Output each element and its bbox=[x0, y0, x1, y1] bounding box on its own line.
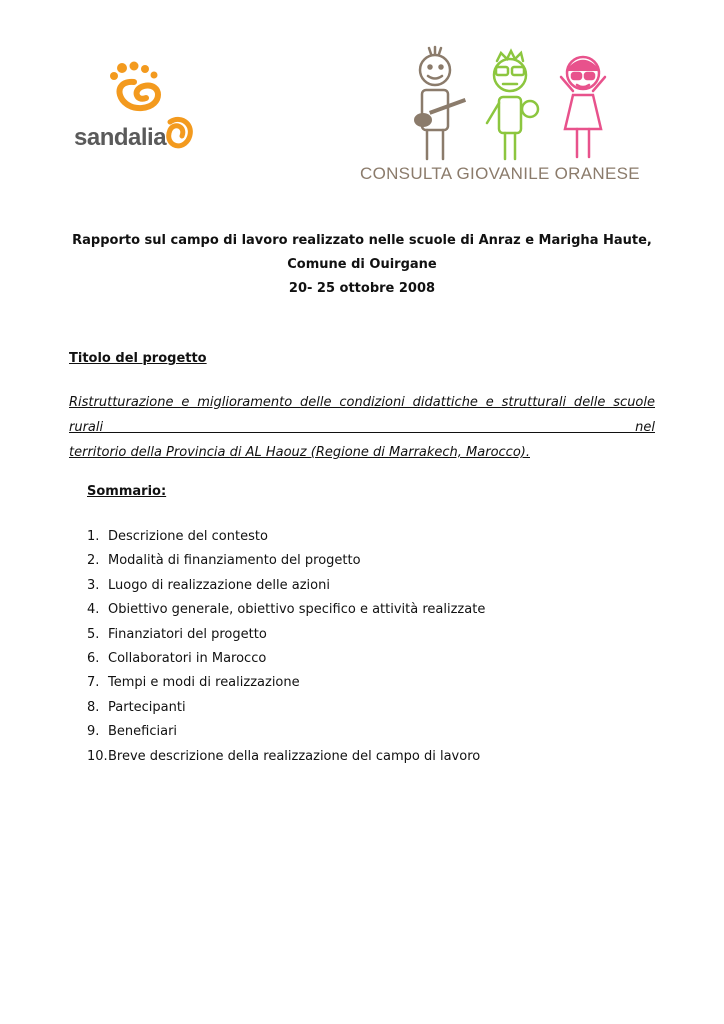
summary-item: 10. Breve descrizione della realizzazione del campo di lavoro bbox=[87, 748, 481, 764]
report-heading-dates: 20- 25 ottobre 2008 bbox=[288, 281, 436, 296]
project-description-line2: territorio della Provincia di AL Haouz (Regione di Marrakech, Marocco). bbox=[69, 445, 530, 460]
summary-item: 5. Finanziatori del progetto bbox=[87, 626, 267, 642]
summary-item: 3. Luogo di realizzazione delle azioni bbox=[87, 577, 330, 593]
summary-item: 2. Modalità di finanziamento del progetto bbox=[87, 553, 361, 569]
summary-title: Sommario: bbox=[87, 484, 167, 499]
project-description bbox=[69, 390, 655, 465]
summary-item: 8. Partecipanti bbox=[87, 699, 186, 715]
report-heading-line2: Comune di Ouirgane bbox=[287, 257, 437, 272]
summary-item: 6. Collaboratori in Marocco bbox=[87, 650, 267, 666]
consulta-logo-text: CONSULTA GIOVANILE ORANESE bbox=[360, 164, 640, 183]
project-description-line1: Ristrutturazione e miglioramento delle condizioni didattiche e strutturali delle scuole rurali nel bbox=[69, 395, 655, 435]
sandalia-logo-text: sandalia bbox=[74, 124, 167, 151]
summary-item: 1. Descrizione del contesto bbox=[87, 529, 268, 544]
summary-item: 7. Tempi e modi di realizzazione bbox=[87, 675, 300, 691]
summary-item: 4. Obiettivo generale, obiettivo specifico e attività realizzate bbox=[87, 602, 486, 618]
summary-item: 9. Beneficiari bbox=[87, 724, 178, 740]
project-title-label: Titolo del progetto bbox=[69, 351, 207, 366]
summary-list bbox=[87, 529, 485, 773]
report-heading-line1: Rapporto sul campo di lavoro realizzato nelle scuole di Anraz e Marigha Haute, bbox=[72, 233, 652, 248]
